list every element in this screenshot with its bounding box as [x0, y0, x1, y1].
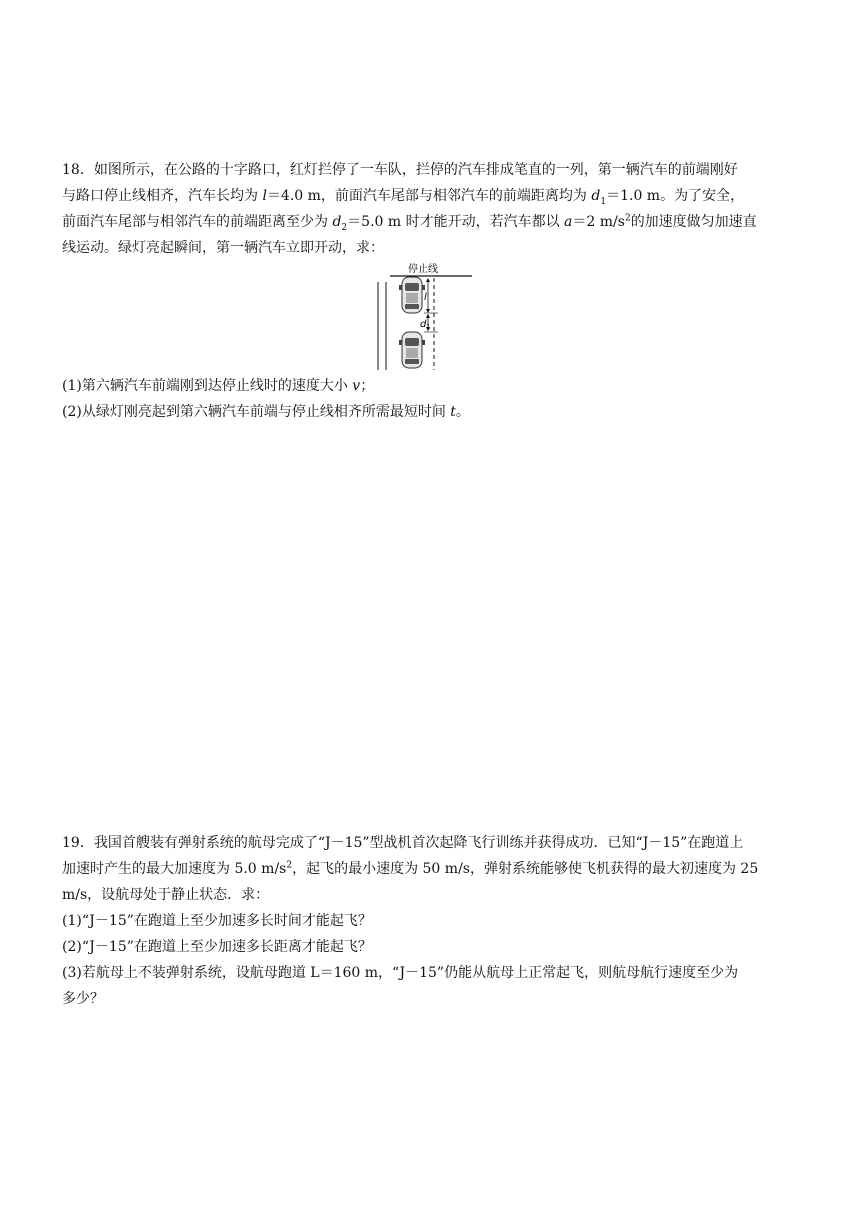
q18-sub-1-text: (1)第六辆汽车前端刚到达停止线时的速度大小 — [62, 378, 353, 394]
q18-sub-2-text: (2)从绿灯刚亮起到第六辆汽车前端与停止线相齐所需最短时间 — [62, 404, 451, 420]
q18-line-4: 线运动。绿灯亮起瞬间，第一辆汽车立即开动，求： — [62, 240, 384, 256]
var-v: v — [352, 378, 361, 394]
var-d2-subscript: 2 — [341, 222, 348, 233]
q18-line-3-text-c: ＝2 m/s — [572, 214, 625, 230]
q18-sub-1-end: ； — [360, 378, 375, 394]
question-19-stem — [62, 830, 802, 1012]
q19-sub-3-line-2: 多少？ — [62, 991, 104, 1007]
q18-line-2 — [62, 183, 802, 209]
var-d2: d — [332, 214, 342, 230]
q18-line-2-text-b: ＝4.0 m，前面汽车尾部与相邻汽车的前端距离均为 — [266, 188, 592, 204]
q18-line-1: 18．如图所示，在公路的十字路口，红灯拦停了一车队，拦停的汽车排成笔直的一列，第一辆汽车的前端刚好 — [62, 162, 738, 178]
q19-line-1: 19．我国首艘装有弹射系统的航母完成了“J－15”型战机首次起降飞行训练并获得成功．已知“J－15”在跑道上 — [62, 835, 744, 851]
var-t: t — [450, 404, 456, 420]
q19-sub-3-line-1: (3)若航母上不装弹射系统，设航母跑道 L＝160 m，“J－15”仍能从航母上正常起飞，则航母航行速度至少为 — [62, 965, 739, 981]
traffic-queue-diagram — [372, 262, 476, 374]
q18-line-3-text-b: ＝5.0 m 时才能开动，若汽车都以 — [347, 214, 565, 230]
q19-line-2 — [62, 856, 802, 882]
q18-sub-2 — [62, 399, 802, 425]
label-d-subscript: 1 — [426, 323, 431, 331]
car-2 — [399, 332, 425, 368]
q19-line-3: m/s，设航母处于静止状态．求： — [62, 887, 270, 903]
q18-line-3 — [62, 209, 802, 235]
unit-superscript: 2 — [624, 213, 631, 224]
var-l: l — [262, 188, 267, 204]
q18-line-2-text-c: ＝1.0 m。为了安全， — [606, 188, 745, 204]
question-18-subquestions — [62, 373, 802, 425]
var-a: a — [564, 214, 573, 230]
q18-sub-2-end: 。 — [455, 404, 470, 420]
q18-line-2-text-a: 与路口停止线相齐，汽车长均为 — [62, 188, 263, 204]
q19-line-2-text-a: 加速时产生的最大加速度为 5.0 m/s — [62, 861, 287, 877]
q18-line-3-text-d: 的加速度做匀加速直 — [630, 214, 757, 230]
label-l: l — [424, 292, 427, 303]
q18-line-3-text-a: 前面汽车尾部与相邻汽车的前端距离至少为 — [62, 214, 333, 230]
label-d: d — [420, 319, 427, 330]
traffic-queue-figure — [372, 262, 476, 374]
stop-line-label: 停止线 — [408, 264, 438, 275]
q19-sub-2: (2)“J－15”在跑道上至少加速多长距离才能起飞？ — [62, 939, 372, 955]
var-d1: d — [591, 188, 601, 204]
var-d1-subscript: 1 — [600, 196, 607, 207]
car-1 — [399, 277, 425, 313]
q19-line-2-text-b: ，起飞的最小速度为 50 m/s，弹射系统能够使飞机获得的最大初速度为 25 — [292, 861, 759, 877]
q19-sub-1: (1)“J－15”在跑道上至少加速多长时间才能起飞？ — [62, 913, 372, 929]
q19-unit-superscript: 2 — [286, 860, 293, 871]
question-18-stem — [62, 157, 802, 261]
q18-sub-1 — [62, 373, 802, 399]
